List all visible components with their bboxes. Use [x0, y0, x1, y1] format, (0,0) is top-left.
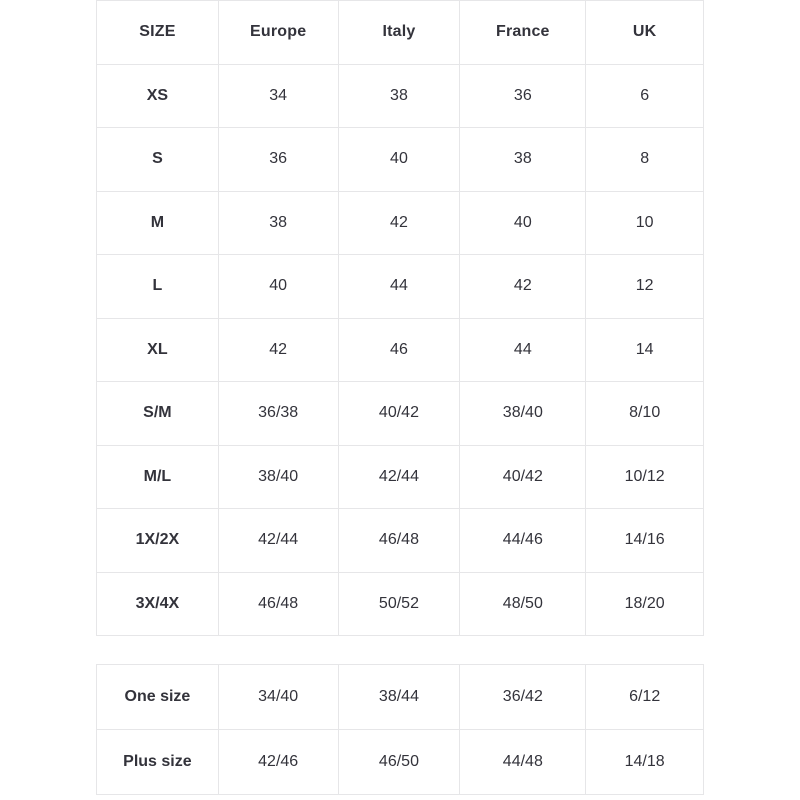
cell-france: 48/50 — [460, 572, 586, 636]
table-row — [97, 382, 704, 446]
cell-italy: 40 — [338, 128, 460, 192]
table-header-row — [97, 1, 704, 65]
cell-italy: 42 — [338, 191, 460, 255]
column-header-europe: Europe — [218, 1, 338, 65]
table-body — [97, 64, 704, 636]
table-row — [97, 128, 704, 192]
cell-size: M — [97, 191, 219, 255]
cell-france: 38/40 — [460, 382, 586, 446]
cell-europe: 42/44 — [218, 509, 338, 573]
cell-uk: 6/12 — [586, 665, 704, 730]
cell-europe: 46/48 — [218, 572, 338, 636]
column-header-france: France — [460, 1, 586, 65]
cell-size: 3X/4X — [97, 572, 219, 636]
table-row — [97, 572, 704, 636]
cell-france: 44/46 — [460, 509, 586, 573]
size-conversion-table — [96, 0, 704, 636]
table-header — [97, 1, 704, 65]
column-header-size: SIZE — [97, 1, 219, 65]
cell-uk: 10/12 — [586, 445, 704, 509]
cell-europe: 40 — [218, 255, 338, 319]
cell-italy: 46/50 — [338, 730, 460, 795]
cell-size: XS — [97, 64, 219, 128]
column-header-uk: UK — [586, 1, 704, 65]
cell-size: One size — [97, 665, 219, 730]
cell-uk: 14/16 — [586, 509, 704, 573]
cell-size: M/L — [97, 445, 219, 509]
cell-europe: 38 — [218, 191, 338, 255]
cell-italy: 44 — [338, 255, 460, 319]
cell-france: 36 — [460, 64, 586, 128]
cell-france: 38 — [460, 128, 586, 192]
cell-uk: 12 — [586, 255, 704, 319]
table-row — [97, 445, 704, 509]
one-size-plus-size-table — [96, 664, 704, 795]
cell-uk: 18/20 — [586, 572, 704, 636]
cell-uk: 8 — [586, 128, 704, 192]
cell-europe: 36/38 — [218, 382, 338, 446]
table-row — [97, 509, 704, 573]
cell-uk: 14 — [586, 318, 704, 382]
cell-france: 44 — [460, 318, 586, 382]
cell-size: S/M — [97, 382, 219, 446]
cell-size: 1X/2X — [97, 509, 219, 573]
cell-france: 36/42 — [460, 665, 586, 730]
cell-europe: 42/46 — [218, 730, 338, 795]
table-row — [97, 730, 704, 795]
cell-france: 42 — [460, 255, 586, 319]
cell-france: 40 — [460, 191, 586, 255]
cell-italy: 42/44 — [338, 445, 460, 509]
table-row — [97, 318, 704, 382]
cell-italy: 38/44 — [338, 665, 460, 730]
cell-uk: 6 — [586, 64, 704, 128]
extra-table-body — [97, 665, 704, 795]
cell-uk: 14/18 — [586, 730, 704, 795]
cell-france: 40/42 — [460, 445, 586, 509]
cell-uk: 10 — [586, 191, 704, 255]
cell-france: 44/48 — [460, 730, 586, 795]
column-header-italy: Italy — [338, 1, 460, 65]
table-row — [97, 665, 704, 730]
cell-europe: 42 — [218, 318, 338, 382]
cell-italy: 38 — [338, 64, 460, 128]
cell-size: S — [97, 128, 219, 192]
table-row — [97, 255, 704, 319]
cell-italy: 46/48 — [338, 509, 460, 573]
cell-size: Plus size — [97, 730, 219, 795]
table-spacer — [96, 636, 704, 664]
cell-europe: 38/40 — [218, 445, 338, 509]
cell-italy: 46 — [338, 318, 460, 382]
cell-size: XL — [97, 318, 219, 382]
table-row — [97, 64, 704, 128]
cell-italy: 40/42 — [338, 382, 460, 446]
table-row — [97, 191, 704, 255]
cell-italy: 50/52 — [338, 572, 460, 636]
cell-europe: 34/40 — [218, 665, 338, 730]
cell-europe: 36 — [218, 128, 338, 192]
cell-europe: 34 — [218, 64, 338, 128]
cell-size: L — [97, 255, 219, 319]
cell-uk: 8/10 — [586, 382, 704, 446]
